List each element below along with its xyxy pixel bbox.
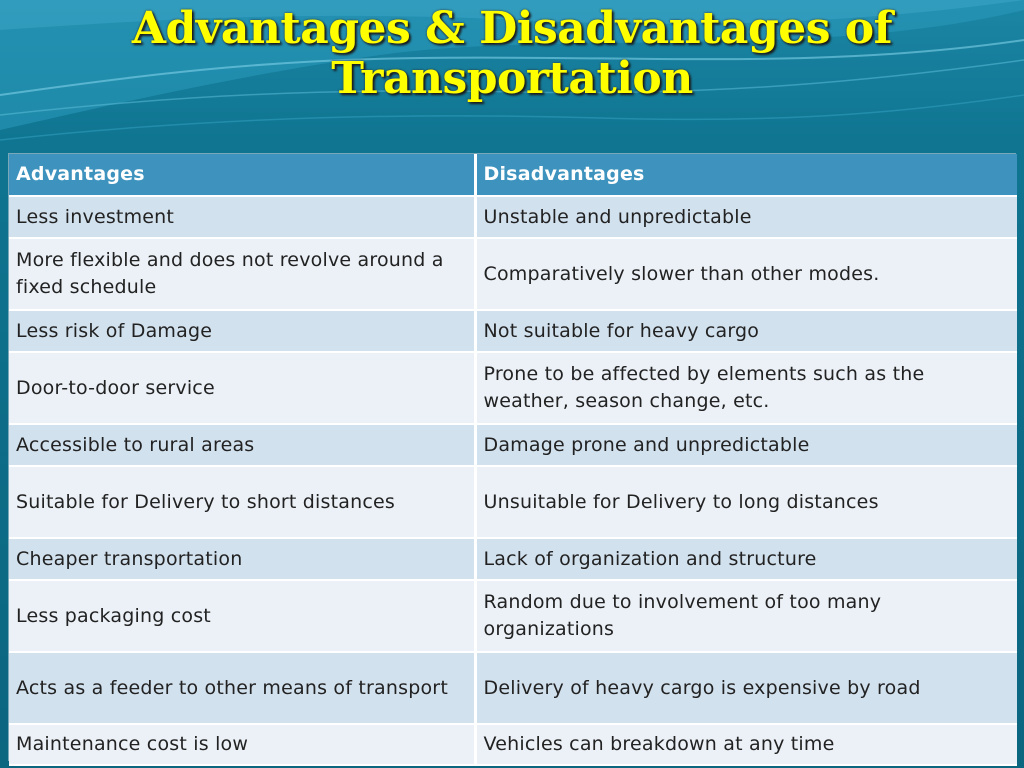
table-row	[9, 238, 1017, 310]
table-row	[9, 424, 1017, 466]
advantage-cell: Less packaging cost	[9, 580, 475, 652]
comparison-table-container	[8, 153, 1016, 761]
advantage-cell: Maintenance cost is low	[9, 724, 475, 765]
advantage-cell: Door-to-door service	[9, 352, 475, 424]
disadvantage-cell: Not suitable for heavy cargo	[475, 310, 1017, 352]
advantage-cell: More flexible and does not revolve around a fixed schedule	[9, 238, 475, 310]
disadvantage-cell: Vehicles can breakdown at any time	[475, 724, 1017, 765]
table-row	[9, 580, 1017, 652]
disadvantage-cell: Damage prone and unpredictable	[475, 424, 1017, 466]
disadvantage-cell: Prone to be affected by elements such as the weather, season change, etc.	[475, 352, 1017, 424]
slide-title-line-2: Transportation	[331, 53, 693, 104]
advantage-cell: Less investment	[9, 196, 475, 238]
disadvantage-cell: Unstable and unpredictable	[475, 196, 1017, 238]
comparison-table	[9, 154, 1017, 766]
advantage-cell: Acts as a feeder to other means of transport	[9, 652, 475, 724]
disadvantage-cell: Delivery of heavy cargo is expensive by road	[475, 652, 1017, 724]
advantage-cell: Accessible to rural areas	[9, 424, 475, 466]
disadvantage-cell: Random due to involvement of too many organizations	[475, 580, 1017, 652]
advantage-cell: Suitable for Delivery to short distances	[9, 466, 475, 538]
disadvantage-cell: Unsuitable for Delivery to long distances	[475, 466, 1017, 538]
advantage-cell: Less risk of Damage	[9, 310, 475, 352]
table-row	[9, 196, 1017, 238]
disadvantage-cell: Lack of organization and structure	[475, 538, 1017, 580]
header-advantages: Advantages	[9, 154, 475, 196]
header-disadvantages: Disadvantages	[475, 154, 1017, 196]
table-row	[9, 466, 1017, 538]
table-row	[9, 538, 1017, 580]
slide-title-line-1: Advantages & Disadvantages of	[131, 3, 893, 54]
table-header-row	[9, 154, 1017, 196]
table-row	[9, 352, 1017, 424]
disadvantage-cell: Comparatively slower than other modes.	[475, 238, 1017, 310]
table-row	[9, 652, 1017, 724]
advantage-cell: Cheaper transportation	[9, 538, 475, 580]
slide-title	[0, 4, 1024, 104]
table-row	[9, 724, 1017, 765]
table-row	[9, 310, 1017, 352]
